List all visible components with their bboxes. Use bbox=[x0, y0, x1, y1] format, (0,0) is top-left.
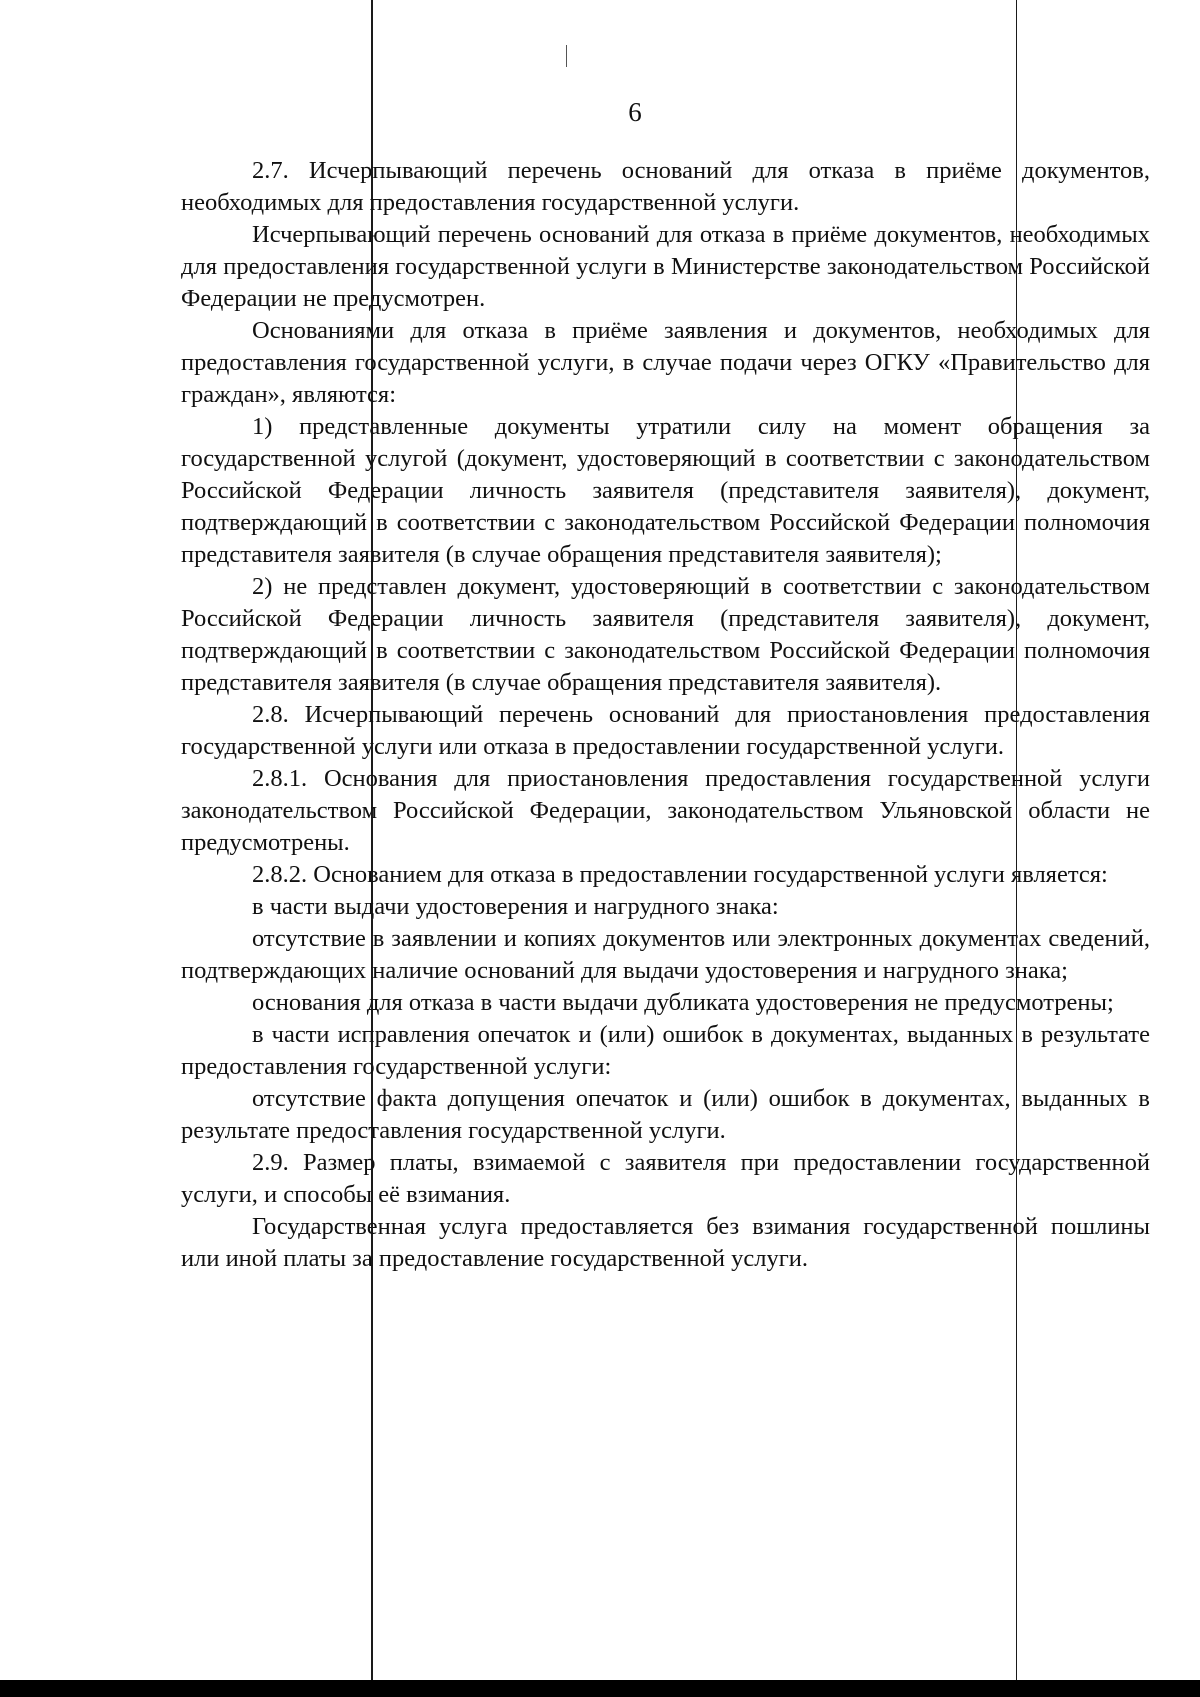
paragraph: в части исправления опечаток и (или) ошибок в документах, выданных в результате предоставления государственной услуги: bbox=[181, 1021, 1150, 1080]
paragraph: Основаниями для отказа в приёме заявления и документов, необходимых для предоставления государственной услуги, в случае подачи через ОГКУ «Правительство для граждан», являются: bbox=[181, 317, 1150, 408]
section-2-8-1: 2.8.1. Основания для приостановления предоставления государственной услуги законодательством Российской Федерации, законодательством Ульяновской области не предусмотрены. bbox=[181, 765, 1150, 856]
paragraph: Государственная услуга предоставляется без взимания государственной пошлины или иной платы за предоставление государственной услуги. bbox=[181, 1213, 1150, 1272]
section-2-9-heading: 2.9. Размер платы, взимаемой с заявителя при предоставлении государственной услуги, и способы её взимания. bbox=[181, 1149, 1150, 1208]
paragraph: отсутствие в заявлении и копиях документов или электронных документах сведений, подтверждающих наличие оснований для выдачи удостоверения и нагрудного знака; bbox=[181, 925, 1150, 984]
paragraph: Исчерпывающий перечень оснований для отказа в приёме документов, необходимых для предоставления государственной услуги в Министерстве законодательством Российской Федерации не предусмотрен. bbox=[181, 221, 1150, 312]
list-item: 1) представленные документы утратили силу на момент обращения за государственной услугой (документ, удостоверяющий в соответствии с законодательством Российской Федерации личность заявителя (представителя заявителя), документ, подтверждающий в соответствии с законодательством Российской Федерации полномочия представителя заявителя (в случае обращения представителя заявителя); bbox=[181, 413, 1150, 568]
document-body bbox=[181, 155, 1150, 1275]
paragraph: отсутствие факта допущения опечаток и (или) ошибок в документах, выданных в результате предоставления государственной услуги. bbox=[181, 1085, 1150, 1144]
paragraph: основания для отказа в части выдачи дубликата удостоверения не предусмотрены; bbox=[252, 989, 1114, 1016]
section-2-8-heading: 2.8. Исчерпывающий перечень оснований для приостановления предоставления государственной услуги или отказа в предоставлении государственной услуги. bbox=[181, 701, 1150, 760]
section-2-8-2: 2.8.2. Основанием для отказа в предоставлении государственной услуги является: bbox=[252, 861, 1108, 888]
page-number: 6 bbox=[628, 97, 642, 127]
section-2-7-heading: 2.7. Исчерпывающий перечень оснований для отказа в приёме документов, необходимых для предоставления государственной услуги. bbox=[181, 157, 1150, 216]
paragraph: в части выдачи удостоверения и нагрудного знака: bbox=[252, 893, 779, 920]
scan-artifact-speck bbox=[566, 45, 567, 67]
scan-artifact-bottom-edge bbox=[0, 1680, 1200, 1697]
list-item: 2) не представлен документ, удостоверяющий в соответствии с законодательством Российской Федерации личность заявителя (представителя заявителя), документ, подтверждающий в соответствии с законодательством Российской Федерации полномочия представителя заявителя (в случае обращения представителя заявителя). bbox=[181, 573, 1150, 696]
